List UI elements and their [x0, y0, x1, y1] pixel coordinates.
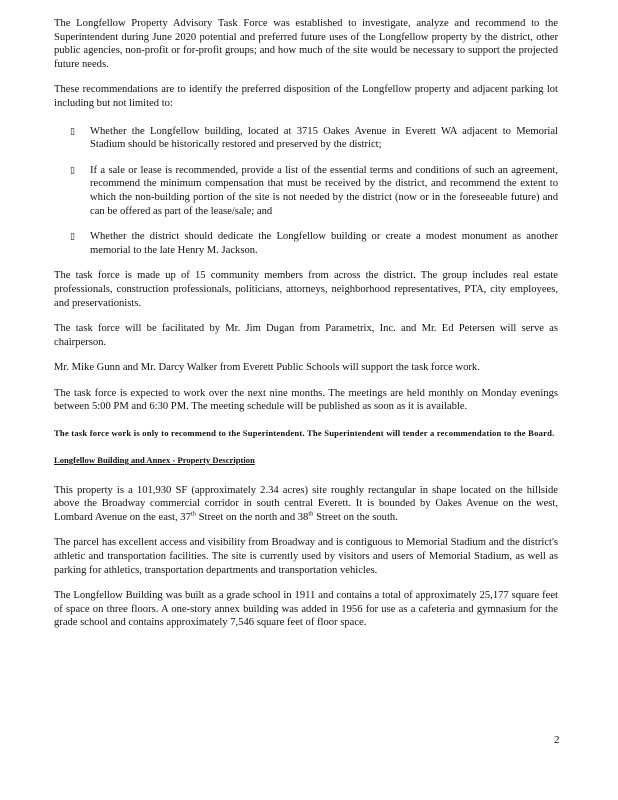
- recommendation-item: [54, 230, 558, 257]
- bullet-box-icon: ▯: [70, 231, 75, 242]
- page-number: 2: [554, 734, 560, 746]
- ordinal-suffix: th: [308, 510, 314, 518]
- recommendation-text: Whether the district should dedicate the Longfellow building or create a modest monument as another memorial to the late Henry M. Jackson.: [90, 231, 558, 256]
- support-paragraph: Mr. Mike Gunn and Mr. Darcy Walker from Everett Public Schools will support the task force work.: [54, 362, 480, 374]
- superintendent-note: The task force work is only to recommend to the Superintendent. The Superintendent will tender a recommendation to the Board.: [54, 428, 555, 439]
- property-text-part2: Street on the north and 38: [195, 511, 309, 523]
- schedule-paragraph: The task force is expected to work over the next nine months. The meetings are held monthly on Monday evenings between 5:00 PM and 6:30 PM. The meeting schedule will be published as soon as it is available.: [54, 387, 558, 413]
- property-text-part1: This property is a 101,930 SF (approximately 2.34 acres) site roughly rectangular in shape located on the hillside above the Broadway commercial corridor in south central Everett. It is bounded by Oakes Avenue on the west, Lombard Avenue on the east, 37: [54, 484, 558, 523]
- parcel-paragraph: The parcel has excellent access and visibility from Broadway and is contiguous to Memorial Stadium and the district's athletic and transportation facilities. The site is currently used by visitors and users of Memorial Stadium, as well as parking for athletics, transportation departments and transportation vehicles.: [54, 537, 558, 576]
- recommendation-item: [54, 125, 558, 152]
- ordinal-suffix: th: [190, 510, 196, 518]
- recommendation-text: Whether the Longfellow building, located at 3715 Oakes Avenue in Everett WA adjacent to Memorial Stadium should be historically restored and preserved by the district;: [90, 125, 558, 151]
- building-paragraph: The Longfellow Building was built as a grade school in 1911 and contains a total of approximately 25,177 square feet of space on three floors. A one-story annex building was added in 1956 for use as a cafeteria and gymnasium for the grade school and contains approximately 7,546 square feet of floor space.: [54, 590, 558, 629]
- bullet-box-icon: ▯: [70, 125, 75, 136]
- section-heading: Longfellow Building and Annex - Property Description: [54, 455, 255, 466]
- recommendations-intro: These recommendations are to identify the preferred disposition of the Longfellow property and adjacent parking lot including but not limited to:: [54, 84, 558, 109]
- recommendation-list: [54, 125, 558, 258]
- document-page: [54, 17, 558, 642]
- intro-paragraph: The Longfellow Property Advisory Task Force was established to investigate, analyze and recommend to the Superintendent during June 2020 potential and preferred future uses of the Longfellow property by the district, other public agencies, non-profit or for-profit groups; and how much of the site would be necessary to support the projected future needs.: [54, 18, 558, 70]
- task-force-members: The task force is made up of 15 community members from across the district. The group includes real estate professionals, construction professionals, politicians, attorneys, neighborhood representatives, PTA, city employees, and preservationists.: [54, 270, 558, 309]
- property-text-part3: Street on the south.: [313, 511, 398, 523]
- recommendation-text: If a sale or lease is recommended, provide a list of the essential terms and conditions of such an agreement, recommend the minimum compensation that must be received by the district, and recommend the extent to which the non-building portion of the site is not needed by the district (now or in the foreseeable future) and can be offered as part of the lease/sale; and: [90, 164, 558, 217]
- facilitation-paragraph: The task force will be facilitated by Mr. Jim Dugan from Parametrix, Inc. and Mr. Ed Petersen will serve as chairperson.: [54, 323, 558, 348]
- property-paragraph: [54, 484, 558, 525]
- recommendation-item: [54, 164, 558, 218]
- bullet-box-icon: ▯: [70, 164, 75, 175]
